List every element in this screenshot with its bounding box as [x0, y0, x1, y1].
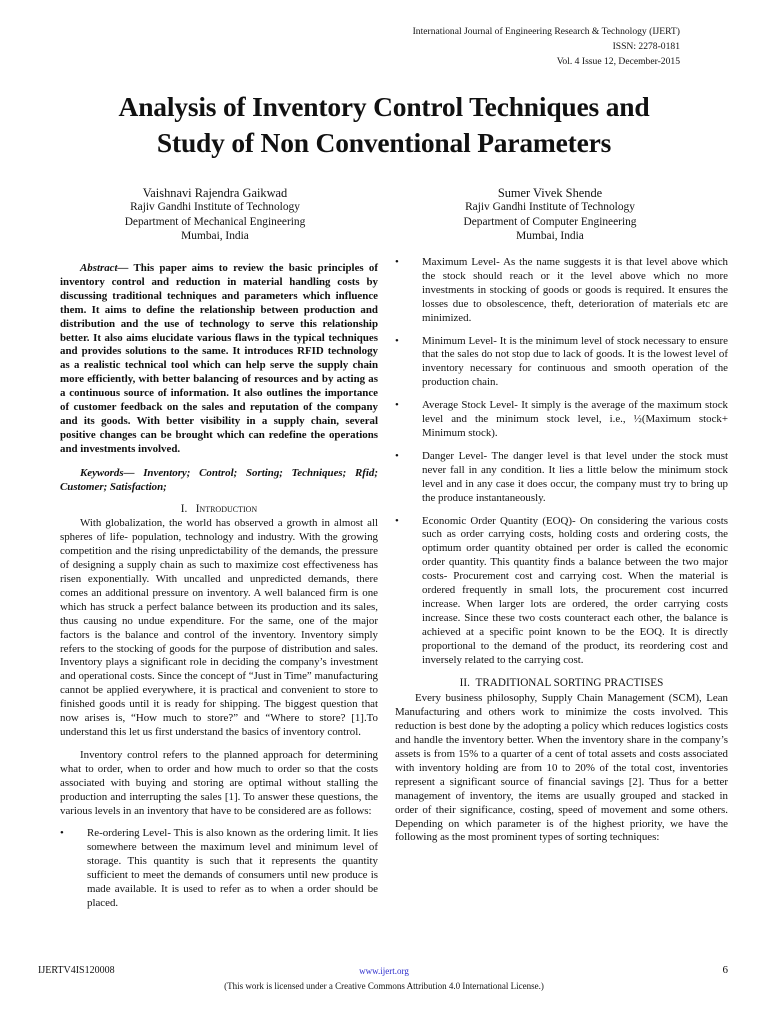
author-location: Mumbai, India [516, 230, 584, 243]
author-name: Vaishnavi Rajendra Gaikwad [142, 186, 288, 200]
list-item: • Re-ordering Level- This is also known as the ordering limit. It lies somewhere between the maximum level and minimum level of storage. This quantity is such that it represents the quantity sufficient to meet the demands of consumers until new produce is made available. It is used to refer as to when a order should be placed. [60, 827, 378, 909]
intro-paragraph-2: Inventory control refers to the planned approach for determining what to order, when to order and how much to order so that the costs associated with buying and storing are optimal without stalling the production and interrupting the sales [1]. To answer these questions, the various levels in an inventory that have to be considered are as follows: [60, 748, 378, 817]
section-heading-introduction: I. Introduction [180, 502, 258, 515]
keywords-label: Keywords— [80, 466, 135, 479]
volume-issue: Vol. 4 Issue 12, December-2015 [556, 56, 680, 67]
author-name: Sumer Vivek Shende [497, 186, 603, 200]
author-department: Department of Computer Engineering [463, 215, 637, 228]
keywords-text: Inventory; Control; Sorting; Techniques; Rfid; Customer; Satisfaction; [60, 466, 378, 493]
title-line-1: Analysis of Inventory Control Techniques and [118, 91, 650, 122]
author-block-2 [385, 186, 715, 244]
list-item: • Maximum Level- As the name suggests it is that level above which the stock should reach or it the level above which no more investments in stocking of goods or goods is required. It ensures the losses due to obsolescence, theft, deterioration of materials etc are minimized. [395, 256, 728, 324]
list-item: • Economic Order Quantity (EOQ)- On considering the various costs such as order carrying costs, holding costs and ordering costs, the optimum order quantity obtained per order is called the economic order quantity. This quantity finds a balance between the two major costs- Procurement cost and carrying cost. When the material is ordered frequently in small lots, the procurement cost incurred increase. When larger lots are ordered, the order carrying costs increase. Since these two costs counteract each other, the balance is achieved at a specific point known to be the EOQ. It is directly proportional to the demand of the product, its reordering cost and inversely related to the carrying cost. [395, 514, 728, 666]
bullet-icon: • [60, 827, 64, 840]
bullet-icon: • [395, 334, 399, 347]
sorting-paragraph-1: Every business philosophy, Supply Chain Management (SCM), Lean Manufacturing and others work to minimize the costs involved. This reduction is best done by the adopting a policy which reduces logistics costs and handle the inventory better. When the inventory share in the company’s assets is from 15% to a quarter of a cent of total assets and costs associated with inventory holding are from 10 to 20% of the total cost, inventories represent a significant source of financial savings [2]. Thus for a better management of inventory, the items are usually grouped and stacked in order of their significance, costing, speed of movement and some others. Depending on which parameter is of the highest priority, we have the following as the most prominent types of sorting techniques: [395, 692, 728, 844]
bullet-icon: • [395, 256, 399, 268]
journal-header [413, 24, 680, 69]
left-column [60, 262, 378, 911]
keywords [60, 467, 378, 495]
intro-paragraph-1: With globalization, the world has observed a growth in almost all spheres of life- population, technology and industry. With the growing competition and the rising unpredictability of the demands, the pressure of designing a supply chain as such to maximize cost effectiveness has risen exponentially. With uncalled and unpredicted demands, there comes an additional pressure on inventory. A well balanced firm is one which has struck a perfect balance between its production and its sales, thus causing no undue expenditure. For the same, one of the major factors is the balance and control of the inventory. Inventory simply refers to the stocking of goods for the purpose of distribution and sales. Inventory plays a significant role in deciding the company’s investment and operational costs. Since the concept of “Just in Time” manufacturing cannot be applied everywhere, it is practical and convenient to store to finished goods until it is ready for shipping. The biggest question that now arises is, “How much to store?” and “Where to store? [1].To understand this let us first understand the basics of inventory control. [60, 517, 378, 738]
author-department: Department of Mechanical Engineering [124, 215, 306, 228]
author-block-1 [50, 186, 380, 244]
right-column [395, 256, 728, 845]
inventory-levels-list-left [60, 827, 378, 910]
author-institute: Rajiv Gandhi Institute of Technology [130, 201, 300, 214]
journal-link[interactable]: www.ijert.org [359, 966, 409, 976]
author-institute: Rajiv Gandhi Institute of Technology [465, 201, 635, 214]
abstract-text: This paper aims to review the basic principles of inventory control and reduction in material handling costs by discussing traditional techniques and parameters which influence them. It aims to define the relationship between production and distribution and the use of technology to serve this relationship better. It also aims elucidate various flaws in the typical techniques and provides solutions to the same. It introduces RFID technology as a realistic technical tool which can help serve the supply chain more efficiently, with better balancing of resources and by acting as a continuous source of information. It also outlines the importance of customer feedback on the sales and reputation of the company and its goods. With better visibility in a supply chain, several positive changes can be brought which can redefine the operations and investments involved. [60, 262, 378, 455]
paper-id: IJERTV4IS120008 [38, 965, 115, 976]
title-line-2: Study of Non Conventional Parameters [156, 127, 612, 158]
page-number: 6 [722, 964, 728, 976]
paper-title [0, 89, 768, 161]
list-item: • Minimum Level- It is the minimum level of stock necessary to ensure that the sales do not stop due to lack of goods. It is the lowest level of inventory necessary for continuous and smooth operation of the production chain. [395, 334, 728, 389]
list-item: • Danger Level- The danger level is that level under the stock must never fall in any condition. It lies a little below the minimum stock level and in any case it does occur, the company must try to bring up the produce instantaneously. [395, 449, 728, 504]
license-notice: (This work is licensed under a Creative Commons Attribution 4.0 International License.) [224, 981, 544, 991]
issn: ISSN: 2278-0181 [612, 41, 680, 52]
journal-name: International Journal of Engineering Research & Technology (IJERT) [412, 26, 680, 37]
abstract [60, 262, 378, 457]
author-location: Mumbai, India [181, 230, 249, 243]
bullet-icon: • [395, 399, 399, 412]
section-heading-sorting: II. TRADITIONAL SORTING PRACTISES [459, 677, 664, 690]
bullet-icon: • [395, 514, 399, 527]
bullet-icon: • [395, 449, 399, 462]
inventory-levels-list-right [395, 256, 728, 667]
list-item: • Average Stock Level- It simply is the average of the maximum stock level and the minimum stock level, i.e., ½(Maximum stock+ Minimum stock). [395, 399, 728, 439]
abstract-label: Abstract— [80, 262, 129, 274]
